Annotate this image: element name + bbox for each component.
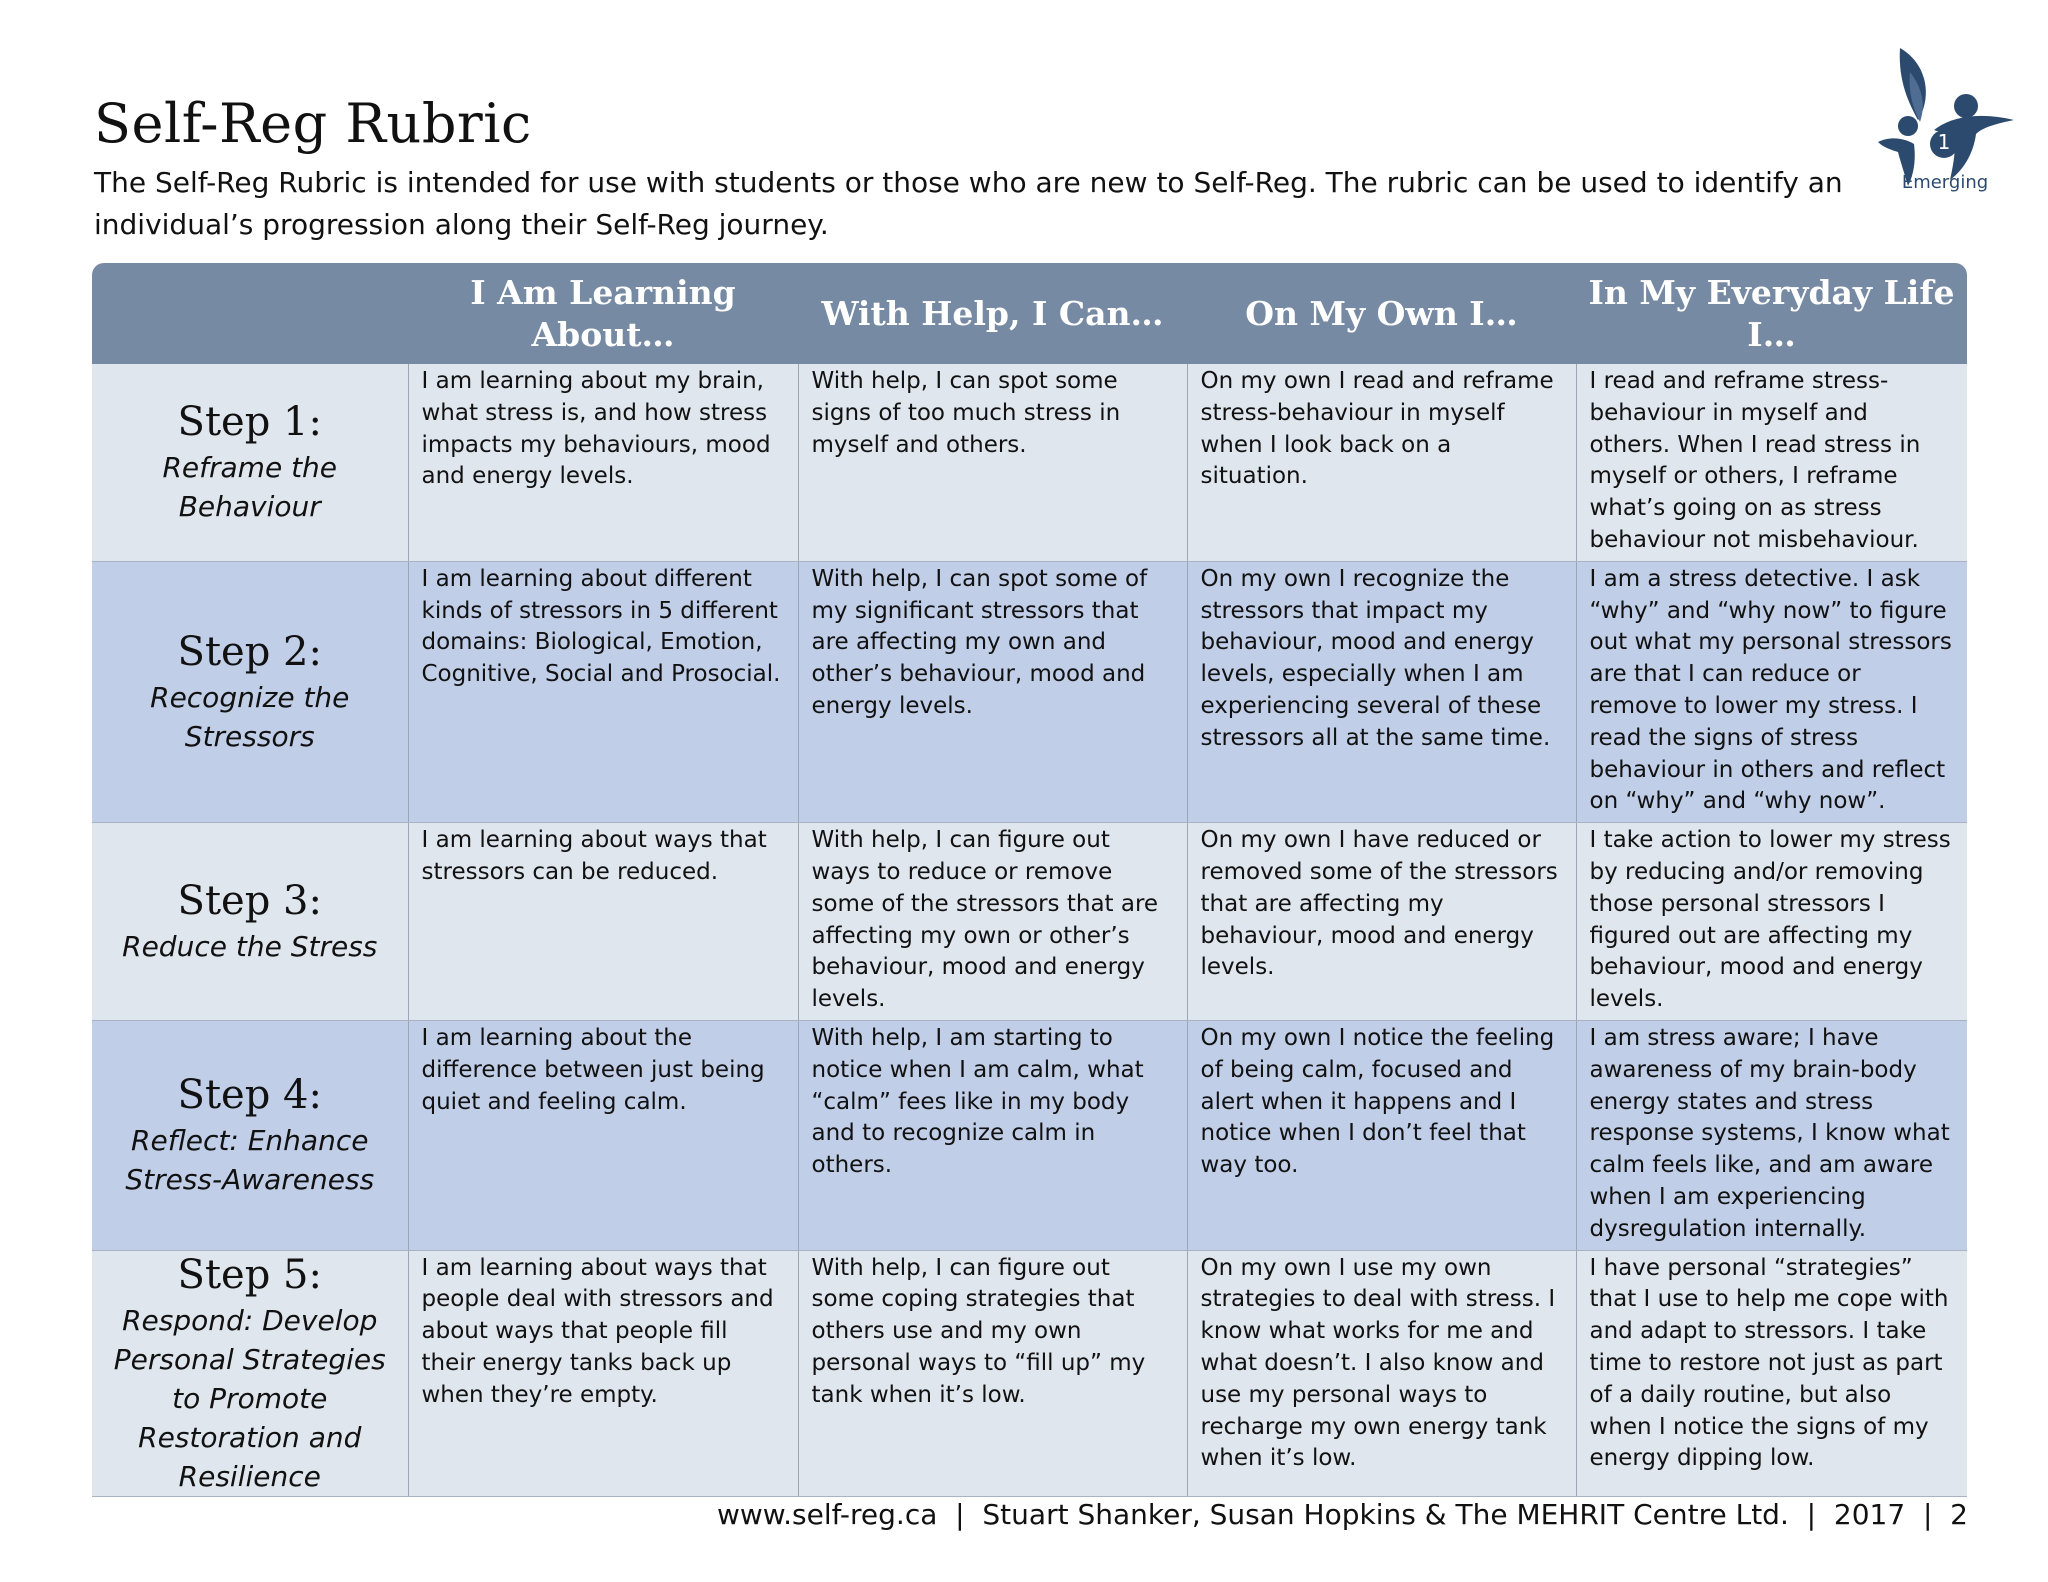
rubric-cell: I am learning about ways that people deal with stressors and about ways that people fill their energy tanks back up when they’re empty. (408, 1250, 798, 1496)
rubric-cell: On my own I use my own strategies to deal with stress. I know what works for me and what doesn’t. I also know and use my personal ways to recharge my own energy tank when it’s low. (1187, 1250, 1576, 1496)
rubric-cell: I am learning about the difference between just being quiet and feeling calm. (408, 1020, 798, 1250)
step-title: Step 1: (177, 399, 322, 446)
rubric-cell: On my own I recognize the stressors that impact my behaviour, mood and energy levels, especially when I am experiencing several of these stressors all at the same time. (1187, 561, 1576, 822)
table-row-step-2 (92, 561, 1967, 822)
table-row-step-3 (92, 823, 1967, 1021)
step-cell (92, 1250, 408, 1496)
page-title: Self-Reg Rubric (94, 92, 532, 155)
rubric-cell: On my own I read and reframe stress-behaviour in myself when I look back on a situation. (1187, 364, 1576, 561)
header-corner (92, 263, 408, 364)
step-cell (92, 561, 408, 822)
step-subtitle: Reduce the Stress (122, 930, 378, 964)
step-title: Step 2: (177, 628, 322, 675)
rubric-cell: On my own I have reduced or removed some of the stressors that are affecting my behaviour, mood and energy levels. (1187, 823, 1576, 1021)
step-subtitle: Respond: Develop Personal Strategies to Promote Restoration and Resilience (113, 1303, 386, 1493)
logo-caption: Emerging (1901, 172, 1989, 193)
step-title: Step 3: (177, 878, 322, 925)
step-subtitle: Reframe the Behaviour (162, 451, 338, 524)
logo-number: 1 (1937, 130, 1951, 154)
step-cell (92, 823, 408, 1021)
rubric-cell: I am learning about my brain, what stress is, and how stress impacts my behaviours, mood and energy levels. (408, 364, 798, 561)
table-row-step-4 (92, 1020, 1967, 1250)
rubric-cell: With help, I can figure out some coping strategies that others use and my own personal ways to “fill up” my tank when it’s low. (798, 1250, 1187, 1496)
rubric-cell: With help, I can spot some signs of too much stress in myself and others. (798, 364, 1187, 561)
intro-paragraph: The Self-Reg Rubric is intended for use with students or those who are new to Self-Reg. The rubric can be used to identify an individual’s progression along their Self-Reg journey. (94, 166, 1843, 241)
rubric-cell: I am stress aware; I have awareness of my brain-body energy states and stress response systems, I know what calm feels like, and am aware when I am experiencing dysregulation internally. (1576, 1020, 1967, 1250)
rubric-cell: With help, I can spot some of my significant stressors that are affecting my own and other’s behaviour, mood and energy levels. (798, 561, 1187, 822)
rubric-cell: With help, I can figure out ways to reduce or remove some of the stressors that are affecting my own or other’s behaviour, mood and energy levels. (798, 823, 1187, 1021)
header-everyday-life: In My Everyday Life I… (1576, 263, 1967, 364)
step-title: Step 4: (177, 1072, 322, 1119)
step-subtitle: Reflect: Enhance Stress-Awareness (125, 1124, 375, 1197)
rubric-cell: With help, I am starting to notice when I am calm, what “calm” fees like in my body and to recognize calm in others. (798, 1020, 1187, 1250)
header-row (92, 263, 1967, 364)
rubric-table (92, 263, 1967, 1497)
rubric-cell: I am learning about ways that stressors can be reduced. (408, 823, 798, 1021)
table-row-step-1 (92, 364, 1967, 561)
rubric-cell: I take action to lower my stress by reducing and/or removing those personal stressors I figured out are affecting my behaviour, mood and energy levels. (1576, 823, 1967, 1021)
footer-credits: www.self-reg.ca | Stuart Shanker, Susan Hopkins & The MEHRIT Centre Ltd. | 2017 | 2 (716, 1498, 1968, 1531)
rubric-cell: I read and reframe stress-behaviour in myself and others. When I read stress in myself or others, I reframe what’s going on as stress behaviour not misbehaviour. (1576, 364, 1967, 561)
step-title: Step 5: (177, 1251, 322, 1298)
rubric-cell: On my own I notice the feeling of being calm, focused and alert when it happens and I notice when I don’t feel that way too. (1187, 1020, 1576, 1250)
step-subtitle: Recognize the Stressors (150, 680, 350, 753)
rubric-cell: I have personal “strategies” that I use to help me cope with and adapt to stressors. I take time to restore not just as part of a daily routine, but also when I notice the signs of my energy dipping low. (1576, 1250, 1967, 1496)
header-with-help: With Help, I Can… (798, 263, 1187, 364)
header-on-my-own: On My Own I… (1187, 263, 1576, 364)
header-learning-about: I Am Learning About… (408, 263, 798, 364)
rubric-cell: I am learning about different kinds of stressors in 5 different domains: Biological, Emotion, Cognitive, Social and Prosocial. (408, 561, 798, 822)
rubric-cell: I am a stress detective. I ask “why” and “why now” to figure out what my personal stressors are that I can reduce or remove to lower my stress. I read the signs of stress behaviour in others and reflect on “why” and “why now”. (1576, 561, 1967, 822)
step-cell (92, 1020, 408, 1250)
table-row-step-5 (92, 1250, 1967, 1496)
step-cell (92, 364, 408, 561)
